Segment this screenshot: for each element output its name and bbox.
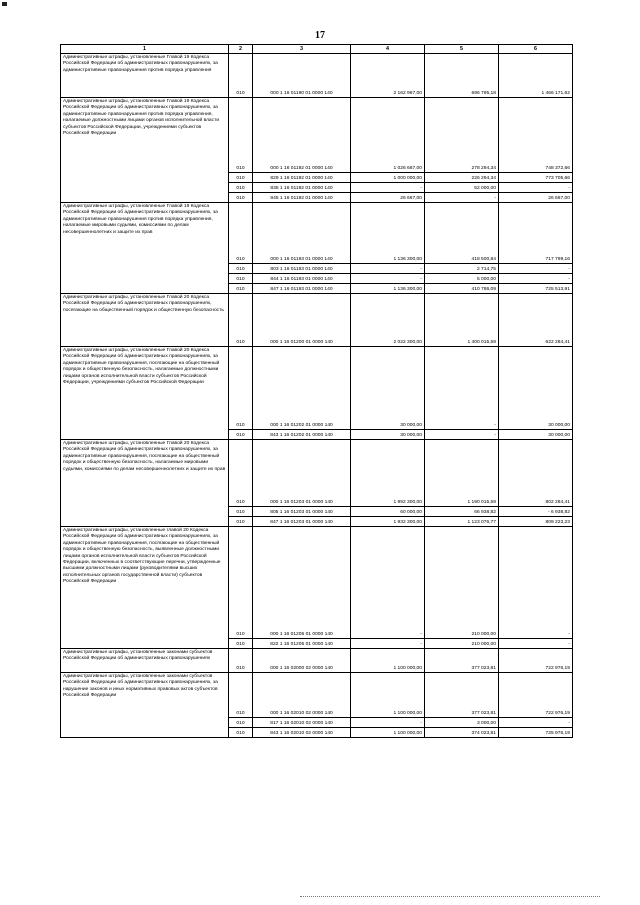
line-code: 010	[229, 264, 253, 274]
row-description: Административные штрафы, установленные Главой 20 Кодекса Российской Федерации об административных правонарушениях, посягающие на общественный порядок и общественную безопасность	[61, 294, 229, 347]
line-code: 010	[229, 718, 253, 728]
income-code: 835 1 16 01192 01 0000 140	[253, 183, 351, 193]
income-code: 000 1 16 01192 01 0000 140	[253, 98, 351, 173]
executed-amount: -	[425, 193, 499, 203]
approved-amount: 1 136 300,00	[351, 284, 425, 294]
table-row	[61, 294, 573, 347]
income-code: 000 1 16 01190 01 0000 140	[253, 54, 351, 98]
row-description: Административные штрафы, установленные законами субъектов Российской Федерации об административных правонарушениях	[61, 649, 229, 673]
executed-amount: 374 023,81	[425, 728, 499, 738]
income-table	[60, 44, 573, 738]
line-code: 010	[229, 274, 253, 284]
line-code: 010	[229, 527, 253, 639]
executed-amount: 1 400 015,59	[425, 294, 499, 347]
income-code: 000 1 16 01203 01 0000 140	[253, 440, 351, 507]
income-code: 805 1 16 01203 01 0000 140	[253, 507, 351, 517]
column-header: 5	[425, 45, 499, 54]
income-code: 000 1 16 01200 01 0000 140	[253, 294, 351, 347]
executed-amount: -	[425, 430, 499, 440]
approved-amount: 60 000,00	[351, 507, 425, 517]
income-code: 000 1 16 02010 02 0000 140	[253, 673, 351, 718]
remaining-amount: 748 372,66	[499, 98, 573, 173]
line-code: 010	[229, 440, 253, 507]
remaining-amount: -	[499, 718, 573, 728]
approved-amount: 1 932 300,00	[351, 517, 425, 527]
executed-amount: 226 294,34	[425, 173, 499, 183]
income-code: 829 1 16 01192 01 0000 140	[253, 173, 351, 183]
table-row	[61, 649, 573, 673]
approved-amount: 30 000,00	[351, 430, 425, 440]
scan-corner-mark	[2, 2, 7, 6]
scan-artifact-line	[300, 896, 600, 899]
approved-amount: -	[351, 183, 425, 193]
remaining-amount: 722 976,19	[499, 673, 573, 718]
income-code: 803 1 16 01193 01 0000 140	[253, 264, 351, 274]
line-code: 010	[229, 507, 253, 517]
approved-amount: -	[351, 264, 425, 274]
approved-amount: 1 100 000,00	[351, 673, 425, 718]
executed-amount: 377 023,81	[425, 649, 499, 673]
approved-amount: 2 162 967,00	[351, 54, 425, 98]
executed-amount: 1 190 015,59	[425, 440, 499, 507]
remaining-amount: 802 284,41	[499, 440, 573, 507]
income-code: 844 1 16 01193 01 0000 140	[253, 274, 351, 284]
executed-amount: 696 795,18	[425, 54, 499, 98]
approved-amount: 1 100 000,00	[351, 728, 425, 738]
remaining-amount: 622 284,41	[499, 294, 573, 347]
approved-amount: 2 022 300,00	[351, 294, 425, 347]
row-description: Административные штрафы, установленные Главой 20 Кодекса Российской Федерации об административных правонарушениях, за административные правонарушения, посягающие на общественный порядок и общественную безопасность, налагаемые мировыми судьями, комиссиями по делам несовершеннолетних и защите их прав	[61, 440, 229, 527]
executed-amount: 5 000,00	[425, 274, 499, 284]
table-row	[61, 54, 573, 98]
approved-amount: 1 000 000,00	[351, 173, 425, 183]
line-code: 010	[229, 517, 253, 527]
executed-amount: 52 000,00	[425, 183, 499, 193]
line-code: 010	[229, 98, 253, 173]
table-row	[61, 347, 573, 430]
row-description: Административные штрафы, установленные Главой 19 Кодекса Российской Федерации об административных правонарушениях, за административные правонарушения против порядка управления, налагаемые должностными лицами органов исполнительной власти субъектов Российской Федерации, учреждениями субъектов Российской Федерации	[61, 98, 229, 203]
column-header: 2	[229, 45, 253, 54]
executed-amount: 418 500,84	[425, 203, 499, 264]
remaining-amount: -	[499, 264, 573, 274]
approved-amount: 1 026 667,00	[351, 98, 425, 173]
line-code: 010	[229, 639, 253, 649]
table-row	[61, 527, 573, 639]
executed-amount: 1 123 076,77	[425, 517, 499, 527]
approved-amount: -	[351, 718, 425, 728]
page-number: 17	[315, 30, 325, 41]
remaining-amount: 30 000,00	[499, 347, 573, 430]
executed-amount: 3 000,00	[425, 718, 499, 728]
remaining-amount: 809 223,23	[499, 517, 573, 527]
line-code: 010	[229, 173, 253, 183]
line-code: 010	[229, 673, 253, 718]
remaining-amount: 26 667,00	[499, 193, 573, 203]
line-code: 010	[229, 193, 253, 203]
line-code: 010	[229, 649, 253, 673]
executed-amount: 66 938,82	[425, 507, 499, 517]
row-description: Административные штрафы, установленные Главой 19 Кодекса Российской Федерации об административных правонарушениях, за административные правонарушения против порядка управления, налагаемые мировыми судьями, комиссиями по делам несовершеннолетних и защите их прав	[61, 203, 229, 294]
approved-amount: 30 000,00	[351, 347, 425, 430]
line-code: 010	[229, 728, 253, 738]
remaining-amount: 773 705,66	[499, 173, 573, 183]
remaining-amount: 1 466 171,62	[499, 54, 573, 98]
remaining-amount: 722 976,19	[499, 649, 573, 673]
executed-amount: 278 294,34	[425, 98, 499, 173]
income-code: 822 1 16 01205 01 0000 140	[253, 639, 351, 649]
row-description: Административные штрафы, установленные главой 20 Кодекса Российской Федерации об административных правонарушениях, за административные правонарушения, посягающие на общественный порядок и общественную безопасность, выявленные должностными лицами органов исполнительной власти субъектов Российской Федерации, включенных в соответствующие перечни, утвержденные высшими должностными лицами (руководителями высших исполнительных органов государственной власти) субъектов Российской Федерации	[61, 527, 229, 649]
column-header: 6	[499, 45, 573, 54]
approved-amount: 1 992 300,00	[351, 440, 425, 507]
remaining-amount: - 6 938,82	[499, 507, 573, 517]
income-code: 845 1 16 01192 01 0000 140	[253, 193, 351, 203]
table-row	[61, 98, 573, 173]
row-description: Административные штрафы, установленные Главой 19 Кодекса Российской Федерации об административных правонарушениях, за административные правонарушения против порядка управления	[61, 54, 229, 98]
executed-amount: -	[425, 347, 499, 430]
remaining-amount: -	[499, 527, 573, 639]
income-code: 817 1 16 02010 02 0000 140	[253, 718, 351, 728]
remaining-amount: 30 000,00	[499, 430, 573, 440]
line-code: 010	[229, 284, 253, 294]
remaining-amount: -	[499, 639, 573, 649]
line-code: 010	[229, 294, 253, 347]
row-description: Административные штрафы, установленные законами субъектов Российской Федерации об административных правонарушениях, за нарушение законов и иных нормативных правовых актов субъектов Российской Федерации	[61, 673, 229, 738]
approved-amount: -	[351, 274, 425, 284]
column-header: 4	[351, 45, 425, 54]
income-code: 000 1 16 01205 01 0000 140	[253, 527, 351, 639]
approved-amount: -	[351, 639, 425, 649]
column-header: 1	[61, 45, 229, 54]
line-code: 010	[229, 183, 253, 193]
approved-amount: 1 136 300,00	[351, 203, 425, 264]
table-row	[61, 673, 573, 718]
executed-amount: 2 714,75	[425, 264, 499, 274]
line-code: 010	[229, 203, 253, 264]
table-row	[61, 440, 573, 507]
line-code: 010	[229, 54, 253, 98]
remaining-amount: 717 799,16	[499, 203, 573, 264]
income-code: 000 1 16 01193 01 0000 140	[253, 203, 351, 264]
line-code: 010	[229, 347, 253, 430]
income-code: 847 1 16 01203 01 0000 140	[253, 517, 351, 527]
remaining-amount: 725 513,91	[499, 284, 573, 294]
income-code: 843 1 16 01202 01 0000 140	[253, 430, 351, 440]
column-header: 3	[253, 45, 351, 54]
income-code: 847 1 16 01193 01 0000 140	[253, 284, 351, 294]
executed-amount: 377 023,81	[425, 673, 499, 718]
approved-amount: 1 100 000,00	[351, 649, 425, 673]
income-code: 843 1 16 02010 02 0000 140	[253, 728, 351, 738]
line-code: 010	[229, 430, 253, 440]
remaining-amount: -	[499, 183, 573, 193]
income-code: 000 1 16 01202 01 0000 140	[253, 347, 351, 430]
remaining-amount: -	[499, 274, 573, 284]
executed-amount: 210 000,00	[425, 527, 499, 639]
row-description: Административные штрафы, установленные Главой 20 Кодекса Российской Федерации об административных правонарушениях, за административные правонарушения, посягающие на общественный порядок и общественную безопасность, налагаемые должностными лицами органов исполнительной власти субъектов Российской Федерации, учреждениями субъектов Российской Федерации	[61, 347, 229, 440]
table-header-row	[61, 45, 573, 54]
approved-amount: 26 667,00	[351, 193, 425, 203]
income-code: 000 1 16 02000 02 0000 140	[253, 649, 351, 673]
approved-amount: -	[351, 527, 425, 639]
table-row	[61, 203, 573, 264]
executed-amount: 410 786,09	[425, 284, 499, 294]
remaining-amount: 725 976,19	[499, 728, 573, 738]
executed-amount: 210 000,00	[425, 639, 499, 649]
